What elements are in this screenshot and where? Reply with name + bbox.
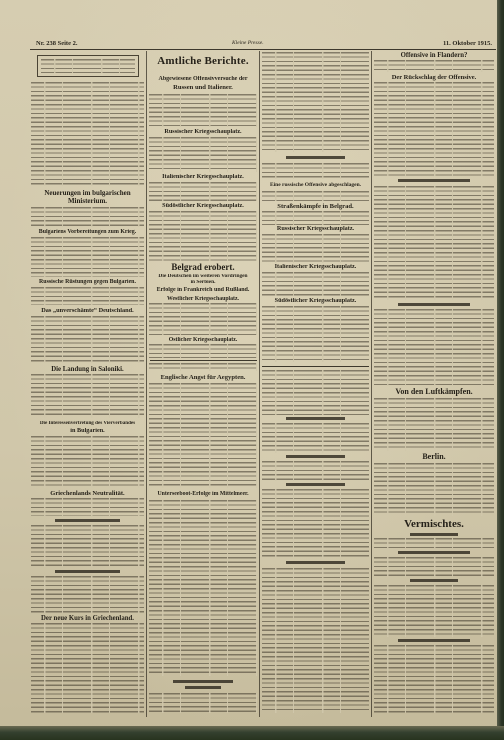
headline: Russischer Kriegsschauplatz. [164,129,242,135]
body-text [262,52,369,152]
headline: Neuerungen im bulgarischen [44,190,131,197]
body-text [374,585,494,637]
headline: Englische Angst für Aegypten. [160,374,246,381]
body-text [149,693,257,713]
body-text [149,211,257,261]
column-divider [259,51,260,717]
body-text [374,309,494,386]
headline: Abgewiesene Offensivversuche der [158,76,248,82]
headline: Die Landung in Saloniki. [51,366,124,373]
paper-name: Kleine Presse. [232,40,264,46]
body-text [374,398,494,451]
headline-illegible [262,156,369,159]
section-rule [150,360,257,361]
headline: Der neue Kurs in Griechenland. [41,615,134,622]
headline: in Serbien. [190,280,216,285]
headline: Ministerium. [67,198,108,205]
headline-illegible [262,455,369,458]
headline: Der Rückschlag der Offensive. [391,74,477,81]
section-title: Amtliche Berichte. [157,55,249,67]
body-text [262,191,369,201]
headline: Die Deutschen im weiteren Vordringen [158,274,248,279]
headline: Griechenlands Neutralität. [50,490,125,497]
issue-date: 11. Oktober 1915. [443,40,492,47]
headline: Russischer Kriegsschauplatz. [276,226,355,232]
body-text [31,287,144,305]
body-text [149,137,257,172]
headline-illegible [374,579,494,582]
headline: Unterseeboot-Erfolge im Mittelmeer. [157,491,249,497]
headline: Südöstlicher Kriegsschauplatz. [274,298,357,304]
body-text [149,383,257,488]
headline: Russische Rüstungen gegen Bulgarien. [39,279,136,285]
headline: Straßenkämpfe in Belgrad. [277,203,354,210]
section-rule [262,366,369,367]
headline-illegible [31,519,144,522]
headline-illegible [374,303,494,306]
body-text [31,237,144,277]
body-text [31,623,144,713]
body-text [262,306,369,362]
body-text [262,568,369,713]
body-text [149,500,257,676]
headline: Vermischtes. [404,518,464,530]
headline-illegible [149,680,257,683]
headline-illegible [262,483,369,486]
headline: Von den Luftkämpfen. [395,388,473,396]
body-text [374,645,494,713]
body-text [262,423,369,453]
headline: Östlicher Kriegsschauplatz. [168,337,238,343]
body-text [262,211,369,225]
headline-illegible [374,551,494,554]
headline: Italienischer Kriegsschauplatz. [162,174,244,180]
body-text [262,234,369,263]
body-text [374,82,494,176]
issue-number: Nr. 238 Seite 2. [36,40,78,47]
notice-box [37,55,139,77]
body-text [262,163,369,179]
headline-illegible [149,686,257,689]
body-text [31,576,144,613]
body-text [262,272,369,296]
column-divider [371,51,372,717]
headline-illegible [31,570,144,573]
body-text [31,498,144,516]
headline: in Bulgarien. [70,428,105,434]
body-text [31,374,144,418]
body-text [149,344,257,358]
body-text [31,316,144,363]
headline: Belgrad erobert. [171,263,235,272]
headline: Italienischer Kriegsschauplatz. [274,264,357,270]
headline: Das „unverschämte“ Deutschland. [41,308,134,314]
body-text [374,557,494,577]
body-text [31,82,144,186]
headline: Erfolge in Frankreich und Rußland. [156,287,250,293]
body-text [31,525,144,567]
headline: Die Interessenvertretung des Vierverbandes [39,421,136,426]
body-text [149,182,257,201]
headline-illegible [374,533,494,536]
headline-illegible [262,561,369,564]
headline: Eine russische Offensive abgeschlagen. [269,182,362,188]
headline: Offensive in Flandern? [400,52,468,59]
body-text [149,363,257,371]
body-text [149,94,257,127]
body-text [262,489,369,558]
body-text [374,538,494,548]
scan-edge-bottom [0,726,504,740]
headline-illegible [262,417,369,420]
headline-illegible [374,179,494,182]
notice-text [41,59,135,73]
body-text [31,436,144,488]
headline: Bulgariens Vorbereitungen zum Krieg. [38,229,137,235]
scan-edge-right [497,0,504,740]
masthead-rule [30,49,496,50]
body-text [149,303,257,335]
body-text [262,370,369,415]
column-divider [146,51,147,717]
headline-illegible [374,639,494,642]
headline: Berlin. [422,453,446,461]
headline: Südöstlicher Kriegsschauplatz. [162,203,244,209]
headline: Russen und Italiener. [173,84,233,91]
body-text [374,186,494,300]
body-text [374,463,494,516]
body-text [31,207,144,227]
body-text [262,461,369,481]
body-text [374,60,494,72]
headline: Westlicher Kriegsschauplatz. [166,296,240,302]
